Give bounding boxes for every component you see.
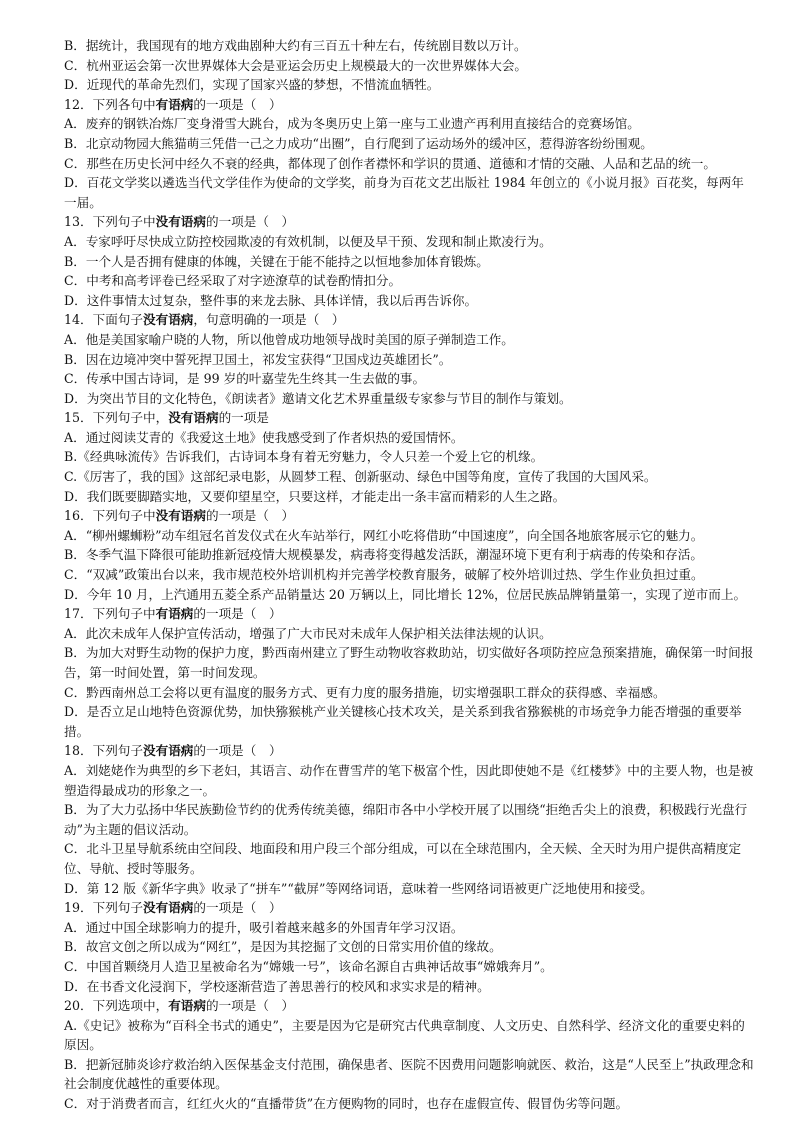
question-stem-prefix: 19．下列句子: [64, 900, 143, 916]
answer-option: B．为了大力弘扬中华民族勤俭节约的优秀传统美德，绵阳市各中小学校开展了以围绕“拒绝舌尖上的浪费，积极践行光盘行动”为主题的倡议活动。: [64, 802, 748, 837]
question-stem-suffix: 的一项是（ ）: [193, 900, 282, 916]
answer-option: C．那些在历史长河中经久不衰的经典，都体现了创作者襟怀和学识的贯通、道德和才情的交融、人品和艺品的统一。: [64, 155, 716, 171]
answer-option: C．黔西南州总工会将以更有温度的服务方式、更有力度的服务措施，切实增强职工群众的获得感、幸福感。: [64, 684, 666, 700]
question-emphasis: 没有语病: [155, 508, 206, 524]
answer-option: B．故宫文创之所以成为“网红”，是因为其挖掘了文创的日常实用价值的缘故。: [64, 939, 502, 955]
answer-option: C．“双减”政策出台以来，我市规范校外培训机构并完善学校教育服务，破解了校外培训过热、学生作业负担过重。: [64, 567, 704, 583]
answer-option: B．一个人是否拥有健康的体魄，关键在于能不能持之以恒地参加体育锻炼。: [64, 253, 489, 269]
answer-option: C．对于消费者而言，红红火火的“直播带货”在方便购物的同时，也存在虚假宣传、假冒伪劣等问题。: [64, 1096, 629, 1112]
question-stem-suffix: 的一项是（ ）: [205, 508, 295, 524]
question-stem-prefix: 20．下列选项中，: [64, 998, 169, 1014]
question-stem: [40, 95, 754, 115]
question-emphasis: 有语病: [155, 96, 194, 112]
question-emphasis: 没有语病: [155, 214, 206, 230]
question-stem: [40, 996, 754, 1016]
answer-option: D．近现代的革命先烈们，实现了国家兴盛的梦想，不惜流血牺牲。: [64, 77, 440, 93]
question-stem-prefix: 18．下列句子: [64, 743, 143, 759]
answer-option: D．今年 10 月，上汽通用五菱全系产品销量达 20 万辆以上，同比增长 12%，位居民族品牌销量第一，实现了逆市而上。: [64, 586, 747, 602]
answer-option: B．因在边境冲突中誓死捍卫国土，祁发宝获得“卫国戍边英雄团长”。: [64, 351, 452, 367]
question-stem-suffix: ，句意明确的一项是（ ）: [193, 312, 345, 328]
question-stem-suffix: 的一项是（ ）: [205, 998, 295, 1014]
question-stem-suffix: 的一项是（ ）: [193, 96, 282, 112]
answer-option: B．把新冠肺炎诊疗救治纳入医保基金支付范围，确保患者、医院不因费用问题影响就医、救治，这是“人民至上”执政理念和社会制度优越性的重要体现。: [64, 1056, 754, 1092]
answer-option: A．通过阅读艾青的《我爱这土地》使我感受到了作者炽热的爱国情怀。: [64, 429, 464, 445]
answer-option: A．他是美国家喻户晓的人物，所以他曾成功地领导战时美国的原子弹制造工作。: [64, 331, 514, 347]
question-emphasis: 没有语病: [168, 410, 219, 426]
answer-option: A．专家呼吁尽快成立防控校园欺凌的有效机制，以便及早干预、发现和制止欺凌行为。: [64, 233, 552, 249]
answer-option: C．北斗卫星导航系统由空间段、地面段和用户段三个部分组成，可以在全球范围内，全天候、全天时为用户提供高精度定位、导航、授时等服务。: [64, 841, 742, 876]
question-stem-prefix: 15．下列句子中，: [64, 410, 169, 426]
answer-option: D．为突出节目的文化特色，《朗读者》邀请文化艺术界重量级专家参与节目的制作与策划。: [64, 390, 572, 406]
answer-option: D．在书香文化浸润下，学校逐渐营造了善思善行的校风和求实求是的精神。: [64, 978, 490, 994]
answer-option: A．“柳州螺蛳粉”动车组冠名首发仪式在火车站举行，网红小吃将借助“中国速度”，向全国各地旅客展示它的魅力。: [64, 527, 704, 543]
question-emphasis: 有语病: [168, 998, 206, 1014]
question-stem-suffix: 的一项是（ ）: [193, 743, 282, 759]
answer-option: B．为加大对野生动物的保护力度，黔西南州建立了野生动物收容救助站，切实做好各项防控应急预案措施，确保第一时间报告，第一时间处置，第一时间发现。: [64, 645, 754, 680]
answer-option: B.《经典咏流传》告诉我们，古诗词本身有着无穷魅力，令人只差一个爱上它的机缘。: [64, 449, 544, 465]
question-stem: [40, 408, 754, 428]
answer-option: D．是否立足山地特色资源优势，加快猕猴桃产业关键核心技术攻关，是关系到我省猕猴桃的市场竞争力能否增强的重要举措。: [64, 704, 742, 739]
answer-option: A.《史记》被称为“百科全书式的通史”，主要是因为它是研究古代典章制度、人文历史、自然科学、经济文化的重要史料的原因。: [64, 1017, 745, 1053]
question-emphasis: 有语病: [155, 606, 194, 622]
question-stem: [40, 310, 754, 330]
question-stem: [40, 604, 754, 624]
question-stem: [40, 506, 754, 526]
question-stem-prefix: 17．下列句子中: [64, 606, 156, 622]
question-stem-suffix: 的一项是（ ）: [193, 606, 282, 622]
question-stem-prefix: 16．下列句子中: [64, 508, 156, 524]
answer-option: A．此次未成年人保护宣传活动，增强了广大市民对未成年人保护相关法律法规的认识。: [64, 625, 552, 641]
question-emphasis: 没有语病: [143, 900, 194, 916]
answer-option: D．百花文学奖以遴选当代文学佳作为使命的文学奖，前身为百花文艺出版社 1984 年创立的《小说月报》百花奖，每两年一届。: [64, 175, 744, 210]
question-stem-suffix: 的一项是: [218, 410, 269, 426]
question-stem: [40, 898, 754, 918]
answer-option: B．北京动物园大熊猫萌三凭借一己之力成功“出圈”，自行爬到了运动场外的缓冲区，惹得游客纷纷围观。: [64, 135, 653, 151]
answer-option: D．这件事情太过复杂，整件事的来龙去脉、具体详情，我以后再告诉你。: [64, 292, 478, 308]
answer-option: B．冬季气温下降很可能助推新冠疫情大规模暴发，病毒将变得越发活跃，潮湿环境下更有利于病毒的传染和存活。: [64, 547, 703, 563]
question-emphasis: 没有语病: [143, 312, 194, 328]
answer-option: C.《厉害了，我的国》这部纪录电影，从圆梦工程、创新驱动、绿色中国等角度，宣传了我国的大国风采。: [64, 469, 657, 485]
answer-option: D．我们既要脚踏实地，又要仰望星空，只要这样，才能走出一条丰富而精彩的人生之路。: [64, 488, 566, 504]
answer-option: A．废弃的钢铁冶炼厂变身滑雪大跳台，成为冬奥历史上第一座与工业遗产再利用直接结合的竞赛场馆。: [64, 116, 640, 132]
answer-option: C．中考和高考评卷已经采取了对字迹潦草的试卷酌情扣分。: [64, 273, 402, 289]
answer-option: C．中国首颗绕月人造卫星被命名为“嫦娥一号”，该命名源自古典神话故事“嫦娥奔月”。: [64, 958, 553, 974]
question-stem: [40, 741, 754, 761]
question-stem-prefix: 12．下列各句中: [64, 96, 156, 112]
question-stem: [40, 212, 754, 232]
question-emphasis: 没有语病: [143, 743, 194, 759]
question-stem-prefix: 13．下列句子中: [64, 214, 156, 230]
question-stem-prefix: 14．下面句子: [64, 312, 143, 328]
answer-option: C．杭州亚运会第一次世界媒体大会是亚运会历史上规模最大的一次世界媒体大会。: [64, 57, 528, 73]
answer-option: D．第 12 版《新华字典》收录了“拼车”“截屏”等网络词语，意味着一些网络词语被更广泛地使用和接受。: [64, 880, 653, 896]
answer-option: C．传承中国古诗词，是 99 岁的叶嘉莹先生终其一生去做的事。: [64, 371, 426, 387]
answer-option: B．据统计，我国现有的地方戏曲剧种大约有三百五十种左右，传统剧目数以万计。: [64, 38, 527, 53]
answer-option: A．刘姥姥作为典型的乡下老妇，其语言、动作在曹雪芹的笔下极富个性，因此即使她不是《红楼梦》中的主要人物，也是被塑造得最成功的形象之一。: [64, 762, 754, 798]
answer-option: A．通过中国全球影响力的提升，吸引着越来越多的外国青年学习汉语。: [64, 919, 464, 935]
question-stem-suffix: 的一项是（ ）: [205, 214, 295, 230]
